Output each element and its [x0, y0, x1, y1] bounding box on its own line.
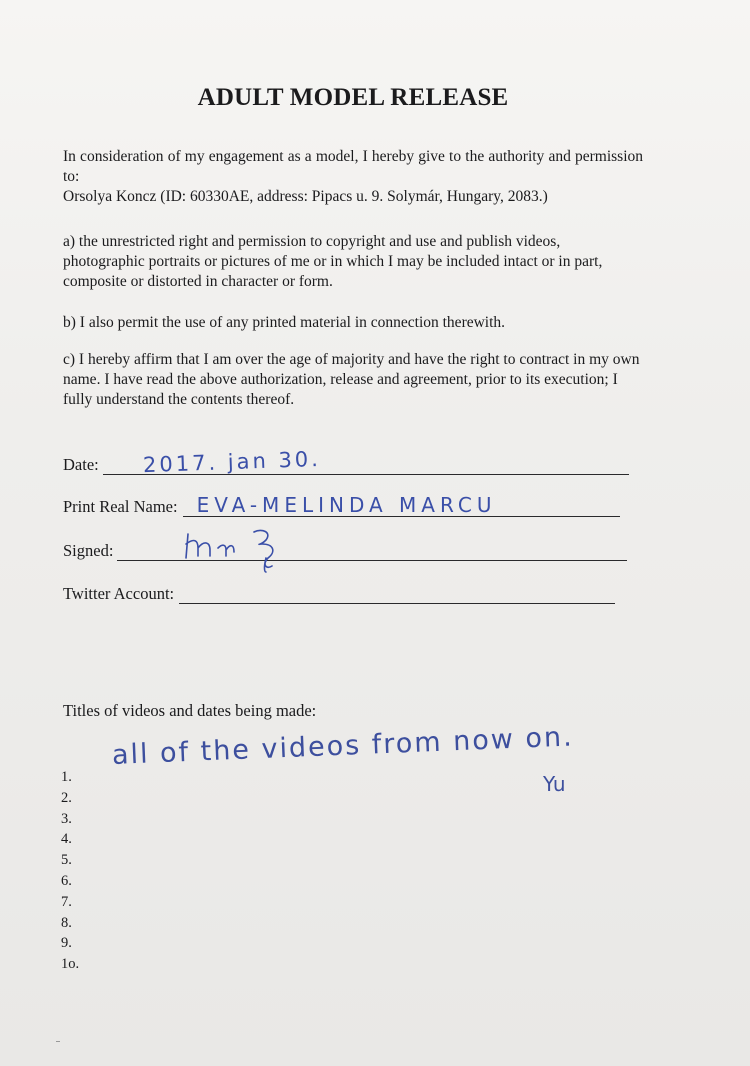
- list-number: 4.: [61, 831, 72, 848]
- twitter-row: [63, 584, 615, 604]
- print-name-label: Print Real Name:: [63, 497, 178, 516]
- print-name-field[interactable]: [183, 493, 620, 517]
- video-number-list: [61, 767, 79, 975]
- date-row: [63, 446, 629, 478]
- list-number: 5.: [61, 852, 72, 869]
- paper-speck: [56, 1041, 60, 1042]
- list-number: 1o.: [61, 956, 80, 973]
- intro-line-1: In consideration of my engagement as a model, I hereby give to the authority and permission to:: [63, 148, 643, 185]
- videos-section-title: Titles of videos and dates being made:: [63, 701, 317, 720]
- list-number: 6.: [61, 872, 72, 889]
- list-number: 2.: [61, 789, 72, 806]
- list-number: 1.: [61, 769, 72, 785]
- twitter-field[interactable]: [179, 585, 615, 604]
- signature-scribble: [180, 526, 290, 574]
- intro-line-2: Orsolya Koncz (ID: 60330AE, address: Pipacs u. 9. Solymár, Hungary, 2083.): [63, 188, 548, 205]
- list-number: 3.: [61, 810, 72, 827]
- list-number: 8.: [61, 914, 72, 931]
- handwritten-video-entry: all of the videos from now on.: [111, 721, 575, 771]
- signed-row: [63, 541, 627, 561]
- clause-c: c) I hereby affirm that I am over the age of majority and have the right to contract in my own name. I have read the above authorization, release and agreement, prior to its execution; I fully understand the contents thereof.: [63, 351, 640, 408]
- list-number: 9.: [61, 935, 72, 952]
- intro-paragraph: [63, 147, 643, 207]
- clause-a: a) the unrestricted right and permission to copyright and use and publish videos, photographic portraits or pictures of me or in which I may be included intact or in part, composite or distorted in character or form.: [63, 233, 603, 290]
- date-field[interactable]: [103, 446, 629, 478]
- document-title: ADULT MODEL RELEASE: [197, 84, 509, 111]
- signed-label: Signed:: [63, 541, 114, 560]
- twitter-label: Twitter Account:: [63, 584, 175, 603]
- handwritten-initials: Yu: [543, 772, 566, 796]
- clause-b: b) I also permit the use of any printed material in connection therewith.: [63, 314, 506, 331]
- print-name-row: [63, 493, 620, 517]
- print-name-handwritten: EVA-MELINDA MARCU: [196, 493, 497, 517]
- list-number: 7.: [61, 893, 72, 910]
- date-label: Date:: [63, 455, 99, 474]
- date-handwritten: 2017. jan 30.: [142, 446, 321, 478]
